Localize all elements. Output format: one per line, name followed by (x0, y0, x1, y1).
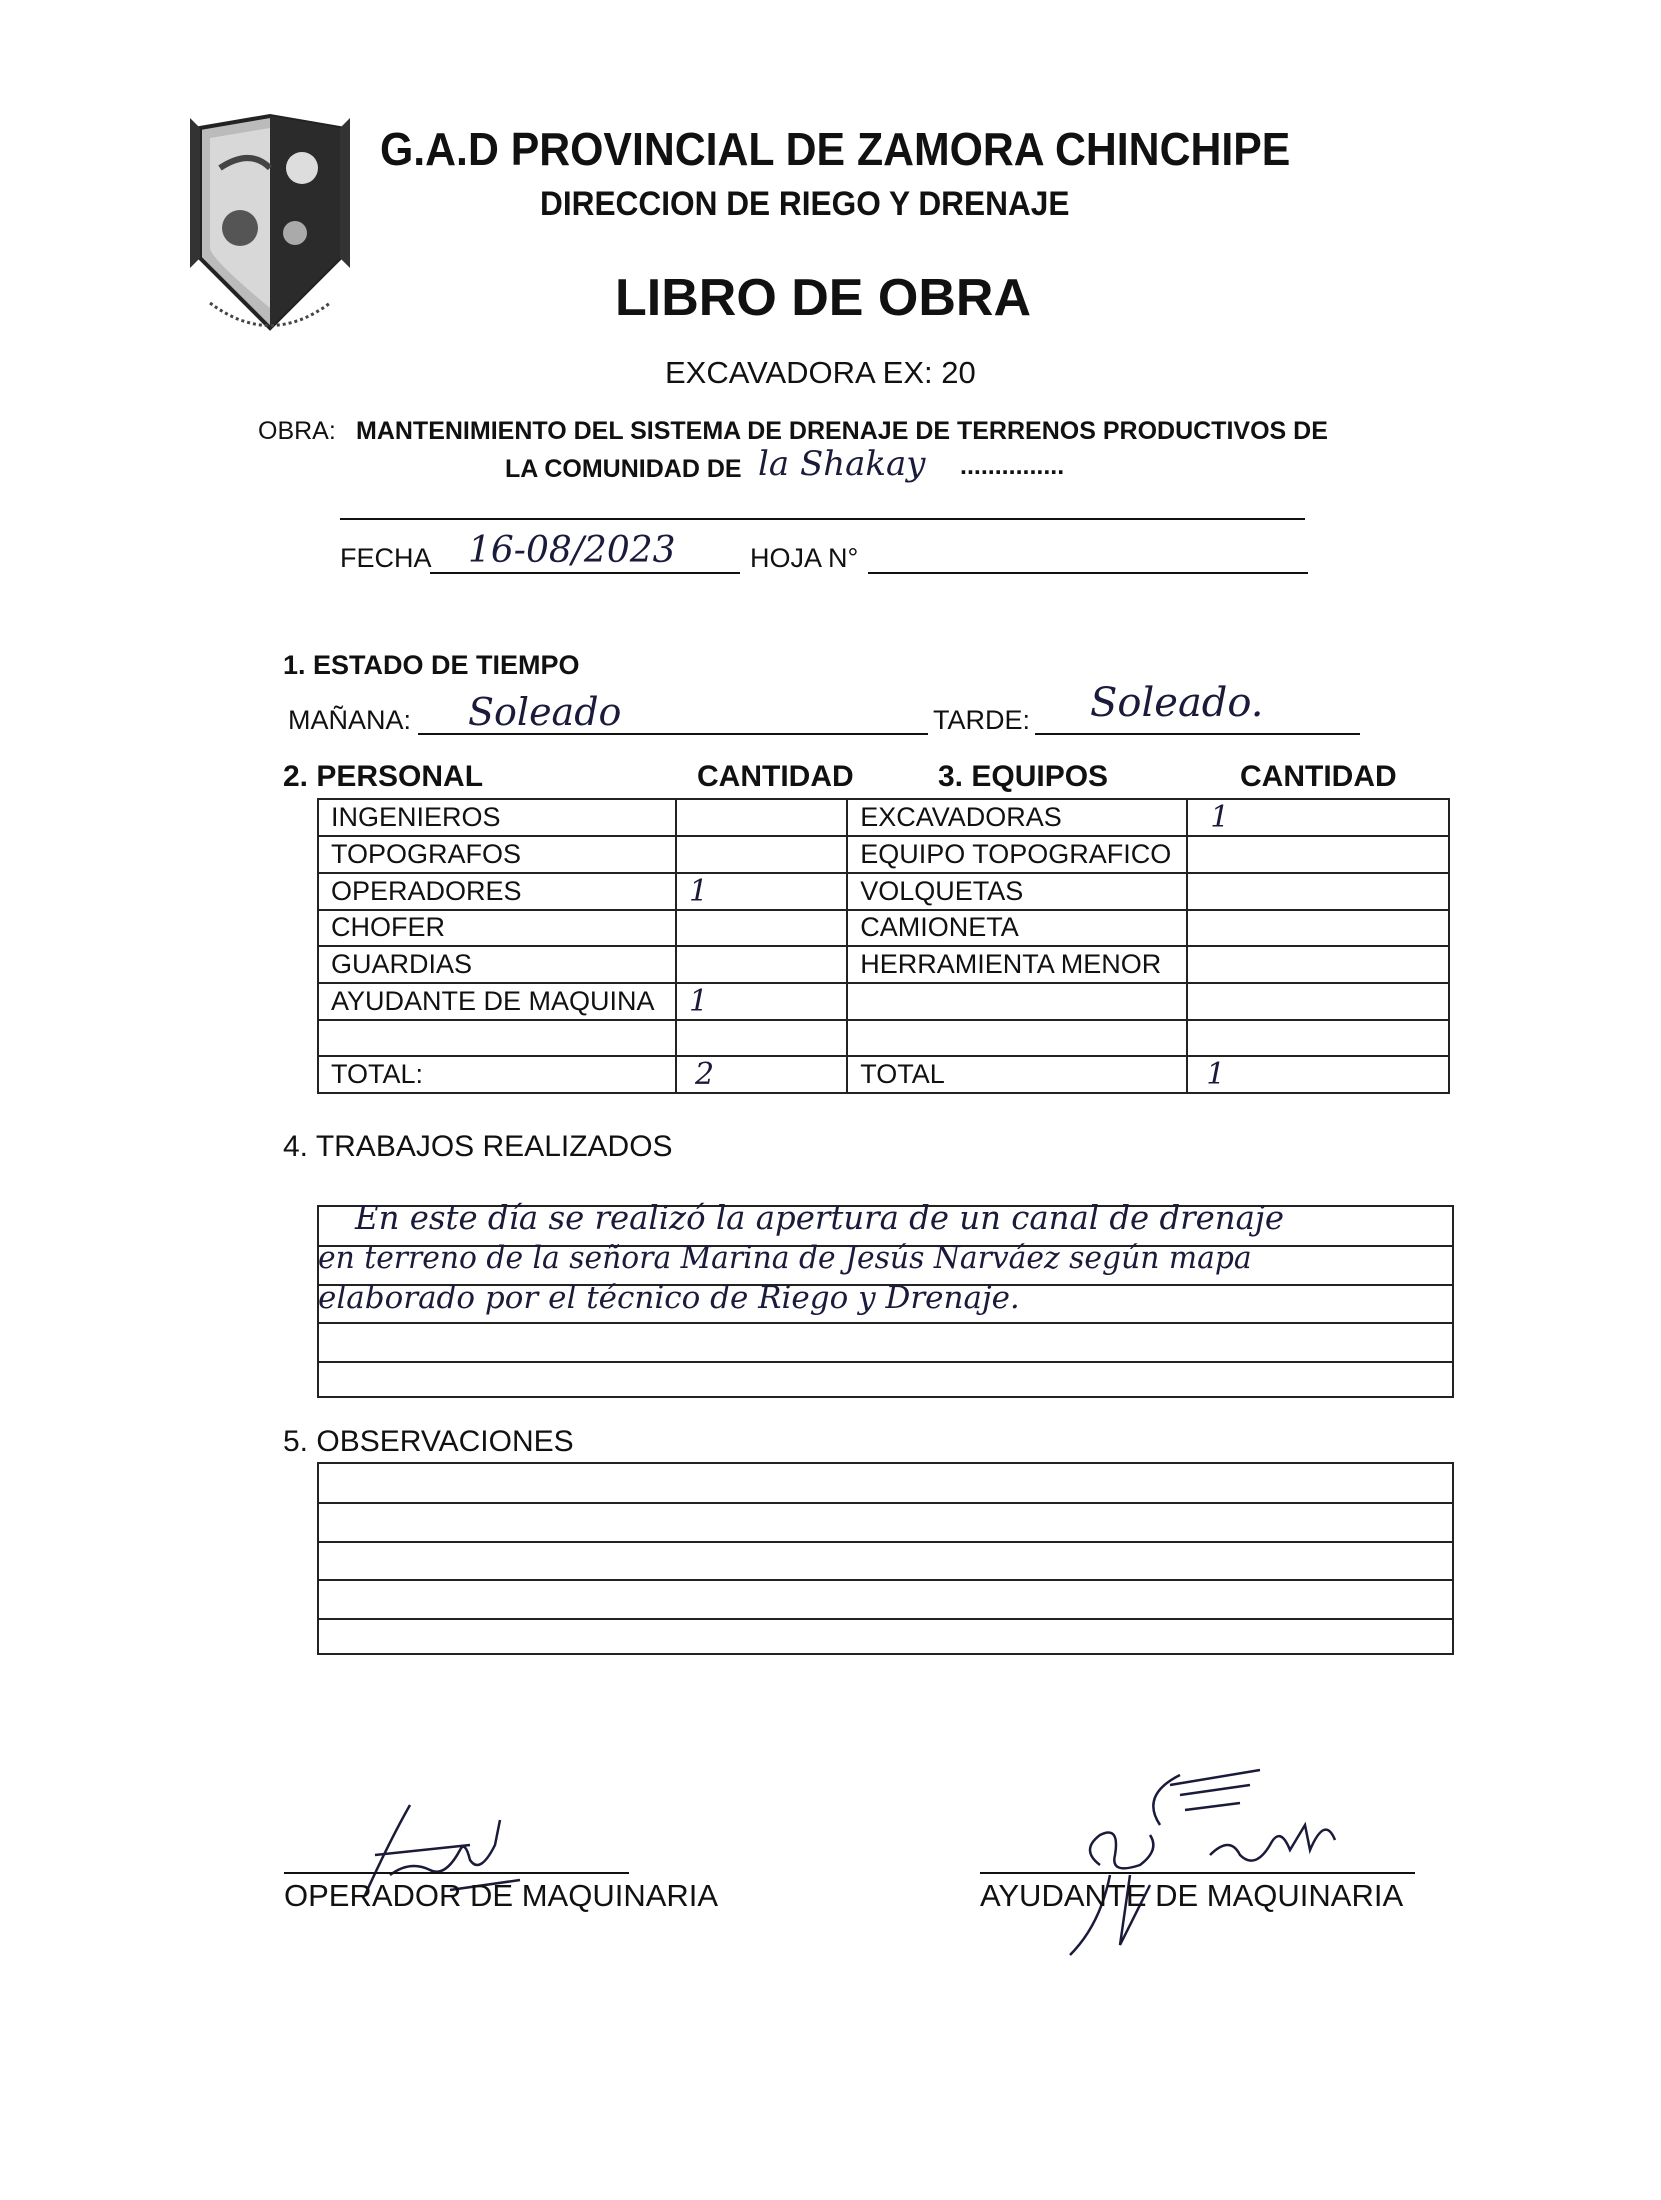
personal-qty[interactable]: 1 (676, 983, 847, 1020)
personal-total-label: TOTAL: (318, 1056, 676, 1093)
fecha-underline (430, 572, 740, 574)
hoja-label: HOJA N° (750, 543, 859, 573)
equipo-label: HERRAMIENTA MENOR (847, 946, 1187, 983)
equipo-qty[interactable]: 1 (1187, 799, 1449, 836)
organization-title: G.A.D PROVINCIAL DE ZAMORA CHINCHIPE (380, 123, 1291, 175)
equipo-label: EXCAVADORAS (847, 799, 1187, 836)
hoja-underline (868, 572, 1308, 574)
assistant-signature (1060, 1755, 1370, 1970)
personal-heading: 2. PERSONAL (283, 760, 484, 793)
fecha-label: FECHA (340, 543, 432, 573)
assistant-label: AYUDANTE DE MAQUINARIA (980, 1878, 1404, 1913)
obra-underline (340, 518, 1305, 520)
comunidad-handwritten-value: la Shakay (758, 444, 926, 484)
ruled-line (319, 1322, 1452, 1324)
fecha-value[interactable]: 16-08/2023 (468, 530, 676, 571)
comunidad-dots: ............... (960, 452, 1065, 480)
personal-qty[interactable] (676, 799, 847, 836)
comunidad-label: LA COMUNIDAD DE (505, 455, 742, 483)
obra-label: OBRA: (258, 417, 336, 445)
equipo-qty[interactable] (1187, 983, 1449, 1020)
personal-cantidad-header: CANTIDAD (697, 760, 854, 793)
equipo-label: VOLQUETAS (847, 873, 1187, 910)
tarde-label: TARDE: (933, 705, 1031, 735)
personal-qty[interactable]: 1 (676, 873, 847, 910)
trabajos-heading: 4. TRABAJOS REALIZADOS (283, 1130, 673, 1163)
operator-signature-line (284, 1872, 629, 1874)
equipo-qty[interactable] (1187, 873, 1449, 910)
trabajos-line: elaborado por el técnico de Riego y Drenaje. (318, 1280, 1020, 1316)
table-row (318, 946, 1449, 983)
table-row (318, 873, 1449, 910)
personal-label (318, 1020, 676, 1057)
table-row-total (318, 1056, 1449, 1093)
manana-underline (418, 733, 928, 735)
document-title: LIBRO DE OBRA (615, 269, 1031, 327)
observaciones-box[interactable] (317, 1462, 1454, 1655)
table-row (318, 836, 1449, 873)
personal-equipos-table (317, 798, 1450, 1094)
personal-label: CHOFER (318, 910, 676, 947)
personal-total-qty[interactable]: 2 (676, 1056, 847, 1093)
personal-label: GUARDIAS (318, 946, 676, 983)
personal-label: AYUDANTE DE MAQUINA (318, 983, 676, 1020)
trabajos-line: en terreno de la señora Marina de Jesús Narváez según mapa (318, 1240, 1252, 1276)
ruled-line (319, 1361, 1452, 1363)
coat-of-arms-logo (190, 108, 350, 348)
personal-qty[interactable] (676, 946, 847, 983)
tarde-underline (1035, 733, 1360, 735)
table-row (318, 983, 1449, 1020)
equipo-label: CAMIONETA (847, 910, 1187, 947)
assistant-signature-line (980, 1872, 1415, 1874)
ruled-line (319, 1502, 1452, 1504)
equipo-label: EQUIPO TOPOGRAFICO (847, 836, 1187, 873)
personal-qty[interactable] (676, 910, 847, 947)
ruled-line (319, 1579, 1452, 1581)
equipo-qty[interactable] (1187, 836, 1449, 873)
estado-tiempo-heading: 1. ESTADO DE TIEMPO (283, 650, 580, 680)
personal-qty[interactable] (676, 1020, 847, 1057)
equipos-heading: 3. EQUIPOS (938, 760, 1109, 793)
personal-label: OPERADORES (318, 873, 676, 910)
equipos-cantidad-header: CANTIDAD (1240, 760, 1397, 793)
table-row (318, 799, 1449, 836)
machine-label: EXCAVADORA EX: 20 (665, 355, 976, 390)
observaciones-heading: 5. OBSERVACIONES (283, 1425, 574, 1458)
ruled-line (319, 1618, 1452, 1620)
personal-qty[interactable] (676, 836, 847, 873)
trabajos-line: En este día se realizó la apertura de un canal de drenaje (355, 1198, 1285, 1237)
department-title: DIRECCION DE RIEGO Y DRENAJE (540, 185, 1070, 223)
personal-label: INGENIEROS (318, 799, 676, 836)
operator-label: OPERADOR DE MAQUINARIA (284, 1878, 719, 1913)
equipo-label (847, 983, 1187, 1020)
table-row (318, 910, 1449, 947)
equipo-total-label: TOTAL (847, 1056, 1187, 1093)
manana-label: MAÑANA: (288, 705, 412, 735)
table-row (318, 1020, 1449, 1057)
tarde-value[interactable]: Soleado. (1090, 680, 1264, 726)
personal-label: TOPOGRAFOS (318, 836, 676, 873)
equipo-total-qty[interactable]: 1 (1187, 1056, 1449, 1093)
equipo-qty[interactable] (1187, 910, 1449, 947)
ruled-line (319, 1541, 1452, 1543)
equipo-qty[interactable] (1187, 946, 1449, 983)
equipo-qty[interactable] (1187, 1020, 1449, 1057)
equipo-label (847, 1020, 1187, 1057)
manana-value[interactable]: Soleado (468, 690, 622, 734)
obra-description: MANTENIMIENTO DEL SISTEMA DE DRENAJE DE TERRENOS PRODUCTIVOS DE (356, 417, 1328, 445)
